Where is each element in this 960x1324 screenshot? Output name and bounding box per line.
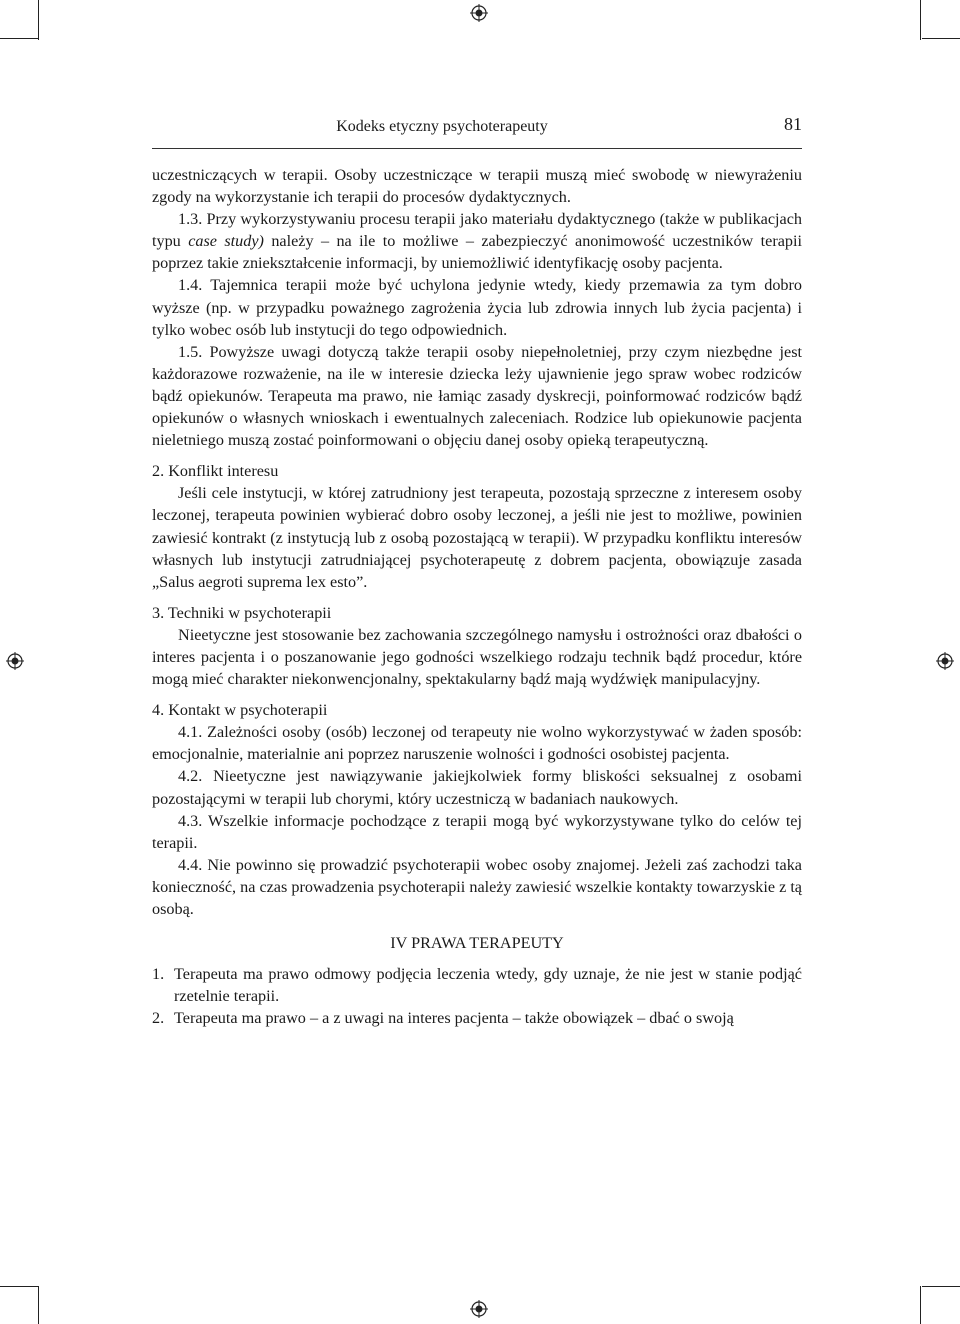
crop-mark [920, 1286, 921, 1324]
page-number: 81 [784, 114, 802, 134]
paragraph-text: należy – na ile to możliwe – zabezpieczyć anonimowość uczestników terapii poprzez takie zniekształcenie informacji, by uniemożliwić identyfikację osoby pacjenta. [152, 232, 802, 273]
list-text: Terapeuta ma prawo odmowy podjęcia leczenia wtedy, gdy uznaje, że nie jest w stanie podjąć rzetelnie terapii. [174, 965, 802, 1006]
registration-mark-icon [936, 652, 954, 670]
registration-mark-icon [470, 4, 488, 22]
paragraph: Jeśli cele instytucji, w której zatrudniony jest terapeuta, pozostają sprzeczne z interesem osoby leczonej, terapeuta powinien wybierać dobro osoby leczonej, a jeśli nie jest to możliwe, powinien zawiesić kontrakt (z instytucją lub z osobą pozostającą w terapii). W przypadku konfliktu interesów własnych lub instytucji zatrudniającej psychoterapeutę z dobrem pacjenta, obowiązuje zasada „Salus aegroti suprema lex esto”. [152, 484, 802, 591]
body-text [152, 164, 802, 1029]
running-title: Kodeks etyczny psychoterapeuty [336, 118, 548, 135]
list-item [152, 1007, 802, 1029]
crop-mark [0, 38, 38, 39]
crop-mark [0, 1286, 38, 1287]
list-number: 1. [152, 965, 165, 984]
paragraph: 4.1. Zależności osoby (osób) leczonej od terapeuty nie wolno wykorzystywać w żaden sposób: emocjonalnie, materialnie ani poprzez naruszenie wolności i godności osobistej pacjenta. [152, 723, 802, 764]
crop-mark [922, 38, 960, 39]
running-header [152, 112, 802, 149]
crop-mark [38, 0, 39, 40]
crop-mark [922, 1286, 960, 1287]
crop-mark [38, 1286, 39, 1324]
paragraph: 4.4. Nie powinno się prowadzić psychoterapii wobec osoby znajomej. Jeżeli zaś zachodzi taka konieczność, na czas prowadzenia psychoterapii należy zawiesić wszelkie kontakty towarzyskie z tą osobą. [152, 855, 802, 918]
paragraph: 4.3. Wszelkie informacje pochodzące z terapii mogą być wykorzystywane tylko do celów tej terapii. [152, 811, 802, 852]
section-heading: 4. Kontakt w psychoterapii [152, 701, 328, 720]
list-number: 2. [152, 1009, 165, 1028]
paragraph-text: 1.3. Przy wykorzystywaniu procesu terapii jako materiału dydaktycznego (także w publikacjach typu [152, 210, 802, 251]
paragraph: 1.4. Tajemnica terapii może być uchylona jedynie wtedy, kiedy przemawia za tym dobro wyższe (np. w przypadku poważnego zagrożenia życia lub zdrowia innych lub życia pacjenta) i tylko wobec osób lub instytucji do tego odpowiednich. [152, 276, 802, 339]
registration-mark-icon [470, 1300, 488, 1318]
paragraph: uczestniczących w terapii. Osoby uczestniczące w terapii muszą mieć swobodę w niewyrażeniu zgody na wykorzystanie ich terapii do procesów dydaktycznych. [152, 166, 802, 207]
crop-mark [920, 0, 921, 40]
paragraph [152, 208, 802, 274]
italic-term: case study) [188, 232, 264, 251]
chapter-title: IV PRAWA TERAPEUTY [390, 934, 564, 953]
paragraph: Nieetyczne jest stosowanie bez zachowania szczególnego namysłu i ostrożności oraz dbałości o interes pacjenta i o poszanowanie jego godności wszelkiego rodzaju technik bądź procedur, które mogą mieć charakter niekonwencjonalny, spektakularny bądź mają wydźwięk manipulacyjny. [152, 625, 802, 689]
section-heading: 3. Techniki w psychoterapii [152, 603, 332, 622]
list-text: Terapeuta ma prawo – a z uwagi na interes pacjenta – także obowiązek – dbać o swoją [174, 1009, 734, 1028]
paragraph: 4.2. Nieetyczne jest nawiązywanie jakiejkolwiek formy bliskości seksualnej z osobami pozostającymi w terapii lub chorymi, który uczestniczą w badaniach naukowych. [152, 767, 802, 808]
paragraph: 1.5. Powyższe uwagi dotyczą także terapii osoby niepełnoletniej, przy czym niezbędne jest każdorazowe rozważenie, na ile w interesie dziecka leży ujawnienie jego spraw wobec rodziców bądź opiekunów. Terapeuta ma prawo, nie łamiąc zasady dyskrecji, poinformować rodziców bądź opiekunów o własnych wnioskach i ewentualnych zaleceniach. Rodzice lub opiekunowie pacjenta nieletniego muszą zostać poinformowani o objęciu danej osoby opieką terapeutyczną. [152, 342, 802, 450]
registration-mark-icon [6, 652, 24, 670]
list-item [152, 963, 802, 1007]
section-heading: 2. Konflikt interesu [152, 462, 279, 481]
